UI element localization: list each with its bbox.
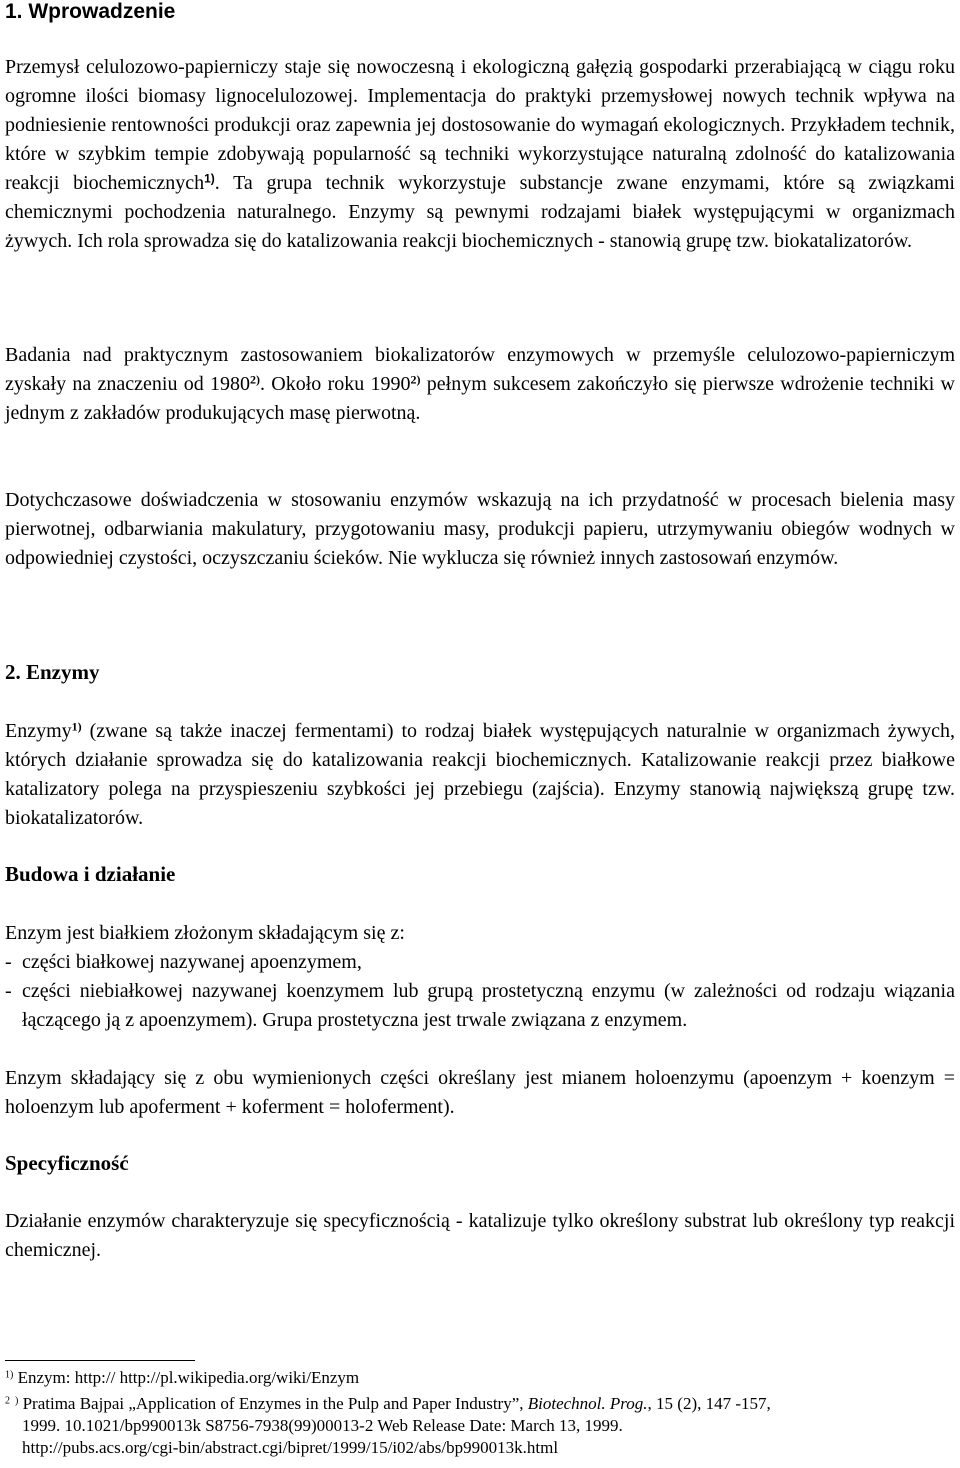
footnote-mark: 2 ) (5, 1395, 19, 1407)
footnote-divider (5, 1360, 195, 1361)
footnote-ref: 2) (250, 372, 261, 387)
footnote-1-text: Enzym: http:// http://pl.wikipedia.org/wiki/Enzym (13, 1368, 360, 1387)
intro-paragraph-2 (5, 341, 955, 428)
footnote-2-line-3: http://pubs.acs.org/cgi-bin/abstract.cgi/bipret/1999/15/i02/abs/bp990013k.html (22, 1438, 559, 1457)
footnote-mark: 1) (5, 1369, 14, 1381)
specyficznosc-paragraph: Działanie enzymów charakteryzuje się specyficznością - katalizuje tylko określony substrat lub określony typ reakcji chemicznej. (5, 1210, 955, 1261)
budowa-intro: Enzym jest białkiem złożonym składającym się z: (5, 922, 405, 944)
footnote-2-line-1: $^{2 )}$ Pratima Bajpai „Application of Enzymes in the Pulp and Paper Industry”, Biotechnol. Prog., 15 (2), 147 -157, (5, 1394, 771, 1413)
footnote-ref: 1) (71, 719, 82, 734)
budowa-paragraph-2: Enzym składający się z obu wymienionych części określany jest mianem holoenzymu (apoenzym + koenzym = holoenzym lub apoferment + koferment = holoferment). (5, 1067, 955, 1118)
section-heading-specyficznosc: Specyficzność (5, 1151, 129, 1175)
section-heading-intro: 1. Wprowadzenie (5, 0, 176, 23)
list-item-text: części niebiałkowej nazywanej koenzymem lub grupą prostetyczną enzymu (w zależności od rodzaju wiązania łączącego ją z apoenzymem). Grupa prostetyczna jest trwale związana z enzymem. (22, 980, 955, 1031)
list-item-text: części białkowej nazywanej apoenzymem, (22, 951, 362, 973)
intro-paragraph-3: Dotychczasowe doświadczenia w stosowaniu enzymów wskazują na ich przydatność w procesach bielenia masy pierwotnej, odbarwiania makulatury, przygotowaniu masy, produkcji papieru, utrzymywaniu obiegów wodnych w odpowiedniej czystości, oczyszczaniu ścieków. Nie wyklucza się również innych zastosowań enzymów. (5, 489, 955, 569)
list-dash: - (5, 951, 12, 973)
section-heading-enzymy: 2. Enzymy (5, 660, 100, 684)
intro-p2-text-a: Badania nad praktycznym zastosowaniem biokalizatorów enzymowych w przemyśle celulozowo-papierniczym zyskały na znaczeniu od 1980 (5, 344, 955, 395)
enzymy-paragraph-1 (5, 717, 955, 833)
intro-p2-text-c: pełnym sukcesem zakończyło się pierwsze wdrożenie techniki w jednym z zakładów produkujących masę pierwotną. (5, 373, 955, 424)
list-dash: - (5, 980, 12, 1002)
enzymy-p1-text-a: Enzymy (5, 720, 72, 742)
intro-p1-text-a: Przemysł celulozowo-papierniczy staje się nowoczesną i ekologiczną gałęzią gospodarki przerabiającą w ciągu roku ogromne ilości biomasy lignocelulozowej. Implementacja do praktyki przemysłowej nowych technik wpływa na podniesienie rentowności produkcji oraz zapewnia jej dostosowanie do wymagań ekologicznych. Przykładem technik, które w szybkim tempie zdobywają popularność są techniki wykorzystujące naturalną zdolność do katalizowania reakcji biochemicznych (5, 56, 955, 194)
list-item (5, 977, 955, 1035)
footnote-2-line-2: 1999. 10.1021/bp990013k S8756-7938(99)00013-2 Web Release Date: March 13, 1999. (22, 1416, 623, 1435)
intro-paragraph-1 (5, 53, 955, 256)
list-item (5, 948, 955, 977)
intro-p1-text-b: . Ta grupa technik wykorzystuje substancje zwane enzymami, które są związkami chemicznymi pochodzenia naturalnego. (5, 172, 955, 223)
section-heading-budowa: Budowa i działanie (5, 862, 176, 886)
intro-p2-text-b: . Około roku 1990 (260, 373, 411, 395)
footnote-ref: 2) (410, 372, 421, 387)
footnote-ref: 1) (204, 171, 215, 186)
intro-p1-text-c: Enzymy są pewnymi rodzajami białek występującymi w organizmach żywych. Ich rola sprowadza się do katalizowania reakcji biochemicznych - stanowią grupę tzw. biokatalizatorów. (5, 201, 955, 252)
journal-name: Biotechnol. Prog. (527, 1394, 648, 1413)
enzymy-p1-text-b: (zwane są także inaczej fermentami) to rodzaj białek występujących naturalnie w organizmach żywych, których działanie sprowadza się do katalizowania reakcji biochemicznych. Katalizowanie reakcji przez białkowe katalizatory polega na przyspieszeniu szybkości jej przebiegu (zajścia). Enzymy stanowią największą grupę tzw. biokatalizatorów. (5, 720, 955, 829)
footnote-2 (5, 1393, 955, 1459)
footnote-1 (5, 1367, 955, 1389)
